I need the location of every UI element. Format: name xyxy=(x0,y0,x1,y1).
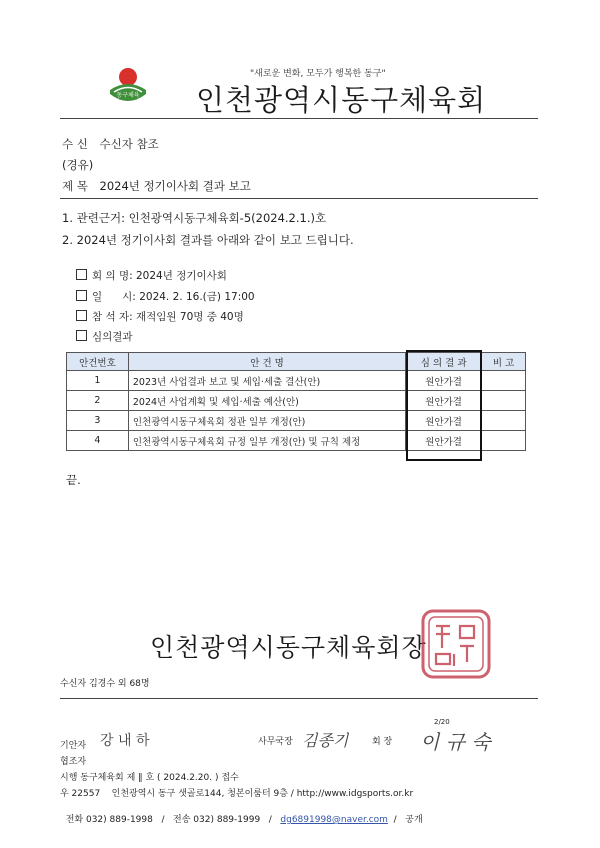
end-mark: 끝. xyxy=(66,473,81,487)
subject-rule xyxy=(60,198,538,199)
chair-date: 2/20 xyxy=(434,718,450,726)
enforcement-line: 시행 동구체육회 제 ‖ 호 ( 2024.2.20. ) 접수 xyxy=(60,773,239,783)
recipient-value: 수신자 참조 xyxy=(99,137,159,151)
item-attendees: 참 석 자: 재적임원 70명 중 40명 xyxy=(76,309,244,324)
checkbox-icon xyxy=(76,330,87,341)
phone-fax: 전화 032) 889-1998 / 전송 032) 889-1999 / xyxy=(65,815,281,825)
body-line-2: 2. 2024년 정기이사회 결과를 아래와 같이 보고 드립니다. xyxy=(62,233,354,247)
subject-row xyxy=(62,178,251,194)
item-datetime: 일 시: 2024. 2. 16.(금) 17:00 xyxy=(76,289,255,304)
secretary-label: 사무국장 xyxy=(258,737,293,747)
recipient-row xyxy=(62,136,159,152)
body-line-1: 1. 관련근거: 인천광역시동구체육회-5(2024.2.1.)호 xyxy=(62,211,327,225)
chair-signature: 이 규 숙 xyxy=(420,730,491,754)
checkbox-icon xyxy=(76,310,87,321)
checkbox-icon xyxy=(76,269,87,280)
org-title: 인천광역시동구체육회 xyxy=(196,83,487,117)
recipients-list: 수신자 김경수 외 68명 xyxy=(60,679,150,689)
recipient-label: 수 신 xyxy=(62,137,88,151)
disclosure: / 공개 xyxy=(387,815,423,825)
address-line: 우 22557 인천광역시 동구 샛골로144, 청본이룸터 9층 / http://www.idgsports.or.kr xyxy=(60,789,414,799)
contact-line xyxy=(60,802,423,825)
table-row: 4 인천광역시동구체육회 규정 일부 개정(안) 및 규칙 제정 원안가결 xyxy=(67,431,526,451)
slogan: "새로운 변화, 모두가 행복한 동구" xyxy=(250,69,386,79)
item-results: 심의결과 xyxy=(76,329,133,344)
email-link[interactable]: dg6891998@naver.com xyxy=(280,815,388,825)
col-header-result: 심 의 결 과 xyxy=(406,353,482,371)
svg-text:동구체육: 동구체육 xyxy=(116,92,140,99)
item-meeting: 회 의 명: 2024년 정기이사회 xyxy=(76,268,227,283)
footer-rule xyxy=(60,698,538,699)
table-row: 2 2024년 사업계획 및 세입·세출 예산(안) 원안가결 xyxy=(67,391,526,411)
drafter-label: 기안자 xyxy=(60,741,87,751)
subject-label: 제 목 xyxy=(62,179,88,193)
cooperator-label: 협조자 xyxy=(60,757,87,767)
result-column-highlight xyxy=(406,350,482,461)
table-row: 1 2023년 사업결과 보고 및 세입·세출 결산(안) 원안가결 xyxy=(67,371,526,391)
checkbox-icon xyxy=(76,290,87,301)
chair-label: 회 장 xyxy=(372,737,393,747)
secretary-signature: 김종기 xyxy=(302,731,349,750)
issuer-name: 인천광역시동구체육회장 xyxy=(150,633,427,662)
drafter-signature: 강 내 하 xyxy=(100,733,150,749)
org-logo-icon xyxy=(104,64,152,112)
col-header-no: 안건번호 xyxy=(67,353,129,371)
col-header-name: 안 건 명 xyxy=(128,353,405,371)
table-row: 3 인천광역시동구체육회 정관 일부 개정(안) 원안가결 xyxy=(67,411,526,431)
via-label: (경유) xyxy=(62,158,94,172)
official-seal-icon xyxy=(420,608,492,680)
header-rule xyxy=(60,118,538,119)
subject-value: 2024년 정기이사회 결과 보고 xyxy=(99,179,251,193)
col-header-note: 비 고 xyxy=(482,353,526,371)
